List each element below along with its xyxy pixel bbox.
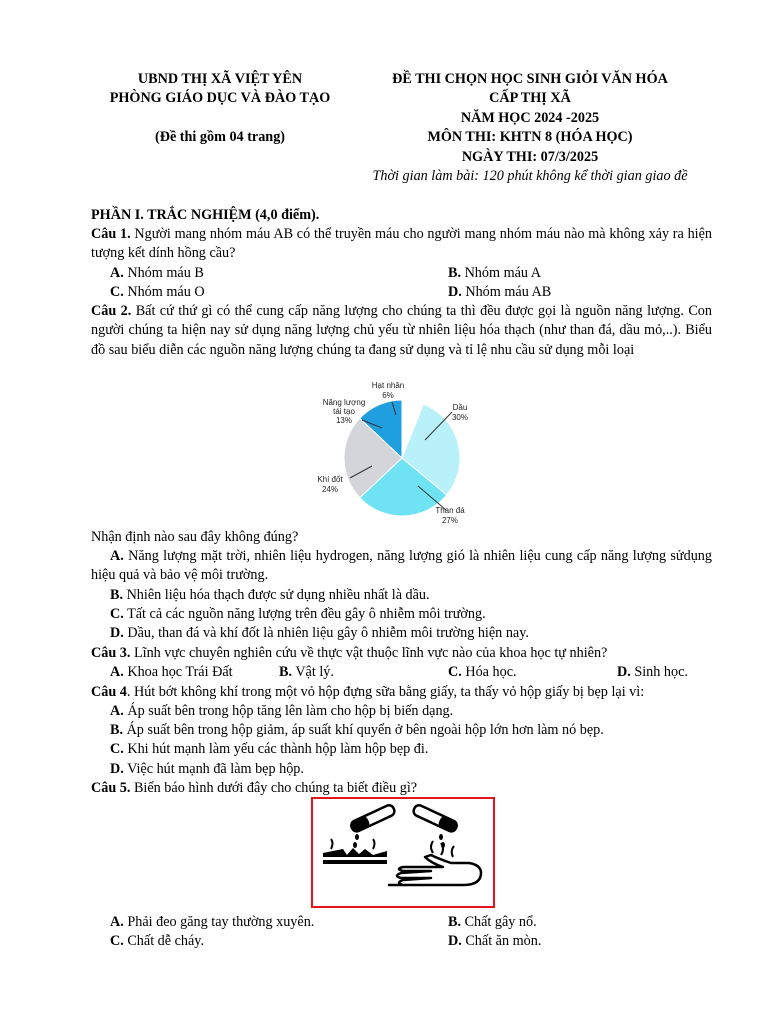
exam-date: NGÀY THI: 07/3/2025 [461, 148, 599, 165]
header-left [90, 70, 350, 109]
q2-option-b[interactable]: B. Nhiên liệu hóa thạch được sử dụng nhiều nhất là dầu. [110, 587, 430, 603]
q2-option-d[interactable]: D. Dầu, than đá và khí đốt là nhiên liệu gây ô nhiễm môi trường hiện nay. [110, 625, 529, 641]
pie-value-hat-nhan: 6% [382, 391, 394, 400]
question-label: Câu 3. [91, 645, 131, 661]
question-label: Câu 2. [91, 303, 132, 319]
exam-level: CẤP THỊ XÃ [489, 90, 571, 107]
corrosive-symbol-icon [313, 799, 493, 906]
q5-option-d[interactable]: D. Chất ăn mòn. [448, 933, 542, 949]
pie-label-hat-nhan: Hạt nhân [371, 381, 405, 390]
q1-option-c[interactable]: C. Nhóm máu O [110, 284, 205, 300]
org-name: UBND THỊ XÃ VIỆT YÊN [137, 71, 303, 87]
question-label: Câu 1. [91, 226, 131, 242]
q4-option-c[interactable]: C. Khi hút mạnh làm yếu các thành hộp làm hộp bẹp đi. [110, 741, 429, 757]
question-text: . Hút bớt không khí trong một vỏ hộp đựng sữa bằng giấy, ta thấy vỏ hộp giấy bị bẹp lại vì: [126, 684, 645, 700]
dept-name: PHÒNG GIÁO DỤC VÀ ĐÀO TẠO [109, 90, 331, 107]
q5-option-a[interactable]: A. Phải đeo găng tay thường xuyên. [110, 914, 315, 930]
q1-option-d[interactable]: D. Nhóm máu AB [448, 284, 552, 300]
q5-option-c[interactable]: C. Chất dễ cháy. [110, 933, 205, 949]
question-label: Câu 4 [91, 684, 127, 700]
exam-subject: MÔN THI: KHTN 8 (HÓA HỌC) [427, 129, 633, 146]
q1-option-b[interactable]: B. Nhóm máu A [448, 265, 542, 281]
q3-option-c[interactable]: C. Hóa học. [448, 664, 517, 680]
q1-option-a[interactable]: A. Nhóm máu B [110, 265, 204, 281]
q3-option-b[interactable]: B. Vật lý. [279, 664, 334, 680]
page-count-note: (Đề thi gồm 04 trang) [154, 129, 286, 145]
question-text: Người mang nhóm máu AB có thể truyền máu cho người mang nhóm máu nào mà không xảy ra hiện tượng kết dính hồng cầu? [91, 226, 712, 262]
question-2 [91, 302, 712, 360]
question-4 [91, 683, 712, 702]
time-note: Thời gian làm bài: 120 phút không kể thời gian giao đề [372, 168, 688, 184]
pie-label-tai-tao-1: Năng lượng [322, 398, 366, 407]
question-5 [91, 779, 712, 798]
pie-label-khi-dot: Khí đốt [317, 475, 343, 484]
exam-title: ĐỀ THI CHỌN HỌC SINH GIỎI VĂN HÓA [392, 71, 668, 87]
question-text: Bất cứ thứ gì có thể cung cấp năng lượng cho chúng ta thì đều được gọi là nguồn năng lượng. Con người chúng ta hiện nay sử dụng năng lượng chủ yếu từ nhiên liệu hóa thạch (như than đá, dầu mỏ,..). Biểu đồ sau biểu diễn các nguồn năng lượng chúng ta đang sử dụng và tỉ lệ nhu cầu sử dụng mỗi loại [91, 303, 712, 358]
q3-option-a[interactable]: A. Khoa học Trái Đất [110, 664, 233, 680]
pie-value-dau: 30% [451, 413, 469, 422]
pie-value-tai-tao: 13% [335, 416, 353, 425]
question-label: Câu 5. [91, 780, 131, 796]
question-1 [91, 225, 712, 264]
energy-pie-chart [300, 378, 500, 526]
q4-option-a[interactable]: A. Áp suất bên trong hộp tăng lên làm cho hộp bị biến dạng. [110, 703, 454, 719]
q4-option-b[interactable]: B. Áp suất bên trong hộp giảm, áp suất khí quyển ở bên ngoài hộp lớn hơn làm nó bẹp. [110, 722, 604, 738]
q2-prompt: Nhận định nào sau đây không đúng? [91, 529, 299, 545]
q2-option-a[interactable]: A. Năng lượng mặt trời, nhiên liệu hydrogen, năng lượng gió là nhiên liệu cung cấp năng lượng sửdụng hiệu quả và bảo vệ môi trường. [91, 548, 712, 584]
q5-option-b[interactable]: B. Chất gây nổ. [448, 914, 537, 930]
pie-value-than-da: 27% [441, 516, 459, 525]
pie-label-tai-tao-2: tái tạo [333, 407, 355, 416]
q2-option-c[interactable]: C. Tất cả các nguồn năng lượng trên đều gây ô nhiễm môi trường. [110, 606, 486, 622]
q3-option-d[interactable]: D. Sinh học. [617, 664, 688, 680]
school-year: NĂM HỌC 2024 -2025 [460, 109, 600, 126]
corrosive-sign-image [311, 797, 495, 908]
section-title: PHẦN I. TRẮC NGHIỆM (4,0 điểm). [91, 207, 320, 223]
q4-option-d[interactable]: D. Việc hút mạnh đã làm bẹp hộp. [110, 761, 304, 777]
question-text: Biển báo hình dưới đây cho chúng ta biết điều gì? [130, 780, 418, 796]
pie-label-than-da: Than đá [435, 506, 465, 515]
header-right [350, 70, 710, 167]
pie-value-khi-dot: 24% [321, 485, 339, 494]
question-3 [91, 644, 712, 663]
pie-label-dau: Dầu [452, 403, 468, 412]
question-text: Lĩnh vực chuyên nghiên cứu về thực vật thuộc lĩnh vực nào của khoa học tự nhiên? [130, 645, 608, 661]
